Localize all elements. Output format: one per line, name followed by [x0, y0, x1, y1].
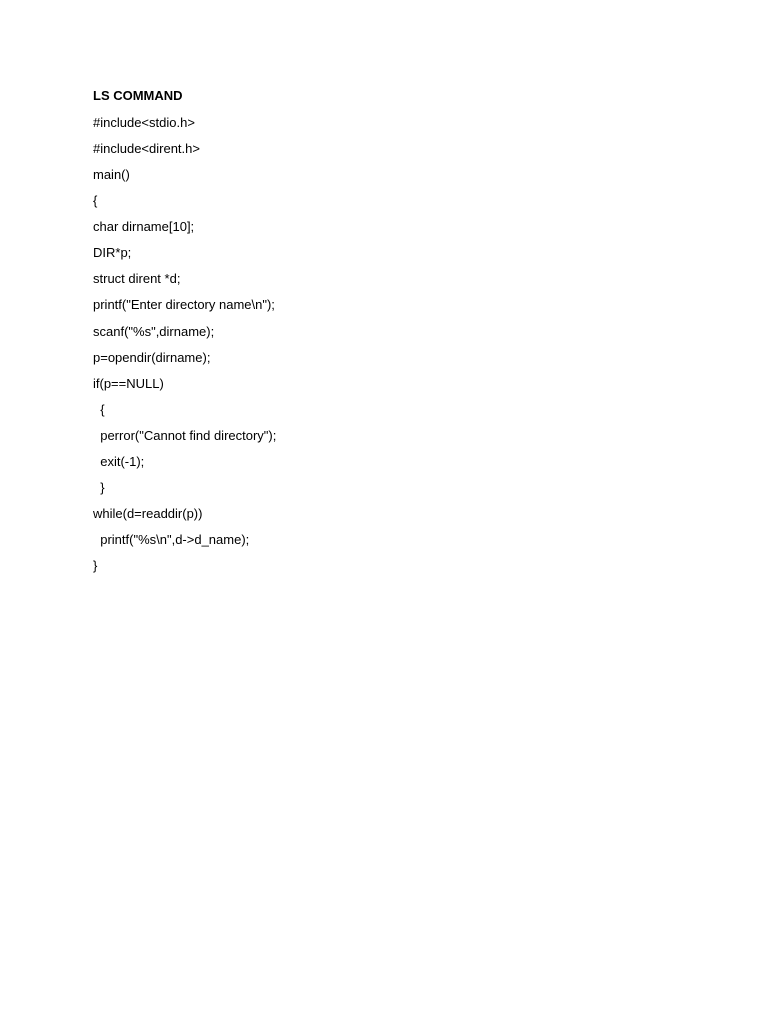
- code-line: main(): [93, 167, 130, 183]
- code-line: if(p==NULL): [93, 375, 164, 391]
- code-listing: [93, 115, 276, 584]
- code-line: {: [93, 401, 105, 417]
- code-line: p=opendir(dirname);: [93, 349, 211, 365]
- code-line: while(d=readdir(p)): [93, 505, 203, 521]
- code-line: DIR*p;: [93, 245, 132, 261]
- code-line: #include<dirent.h>: [93, 141, 200, 157]
- code-line: perror("Cannot find directory");: [93, 427, 277, 443]
- code-line: printf("Enter directory name\n");: [93, 297, 275, 313]
- document-title: LS COMMAND: [93, 88, 183, 103]
- code-line: printf("%s\n",d->d_name);: [93, 532, 250, 547]
- code-line: scanf("%s",dirname);: [93, 323, 215, 339]
- code-line: }: [93, 479, 105, 495]
- code-line: char dirname[10];: [93, 219, 195, 235]
- code-line: {: [93, 193, 98, 209]
- code-line: exit(-1);: [93, 453, 145, 469]
- code-line: }: [93, 558, 98, 574]
- code-line: struct dirent *d;: [93, 271, 181, 287]
- code-line: #include<stdio.h>: [93, 115, 195, 130]
